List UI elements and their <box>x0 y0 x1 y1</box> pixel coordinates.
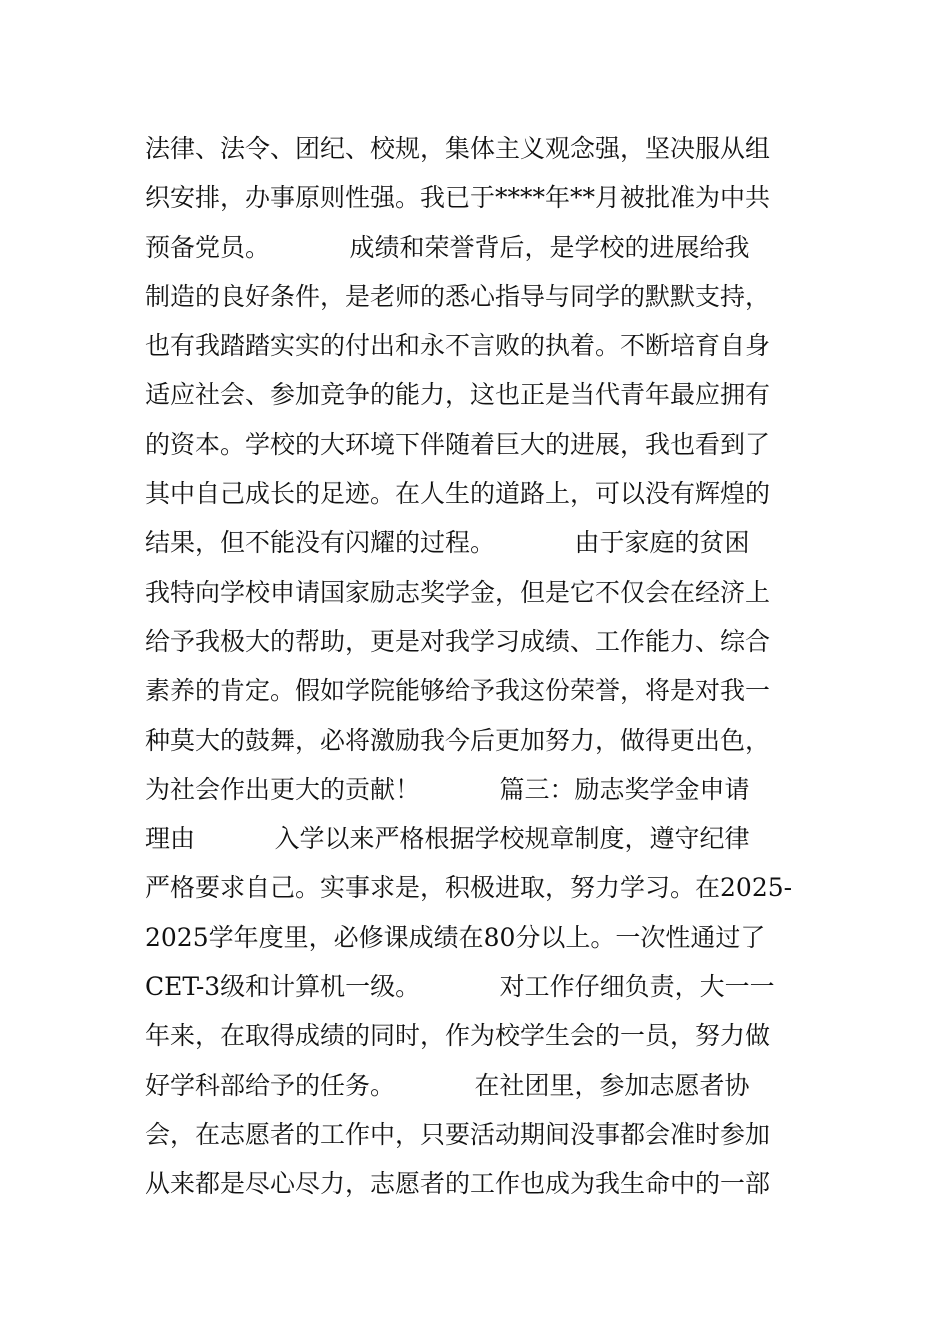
text-line: 的资本。学校的大环境下伴随着巨大的进展，我也看到了 <box>145 429 771 459</box>
text-line: 理由 入学以来严格根据学校规章制度，遵守纪律 <box>145 824 750 854</box>
text-line: 我特向学校申请国家励志奖学金，但是它不仅会在经济上 <box>145 577 771 607</box>
text-line: 种莫大的鼓舞，必将激励我今后更加努力，做得更出色， <box>145 725 771 755</box>
text-line: 适应社会、参加竞争的能力，这也正是当代青年最应拥有 <box>145 380 771 410</box>
text-line: 为社会作出更大的贡献！ 篇三：励志奖学金申请 <box>145 774 750 804</box>
text-line: 织安排，办事原则性强。我已于****年**月被批准为中共 <box>145 183 771 213</box>
text-line: 结果，但不能没有闪耀的过程。 由于家庭的贫困 <box>145 528 750 558</box>
text-line: 法律、法令、团纪、校规，集体主义观念强，坚决服从组 <box>145 134 771 163</box>
text-line: 2025学年度里，必修课成绩在80分以上。一次性通过了 <box>145 922 766 952</box>
text-line: 预备党员。 成绩和荣誉背后，是学校的进展给我 <box>145 232 750 262</box>
text-line: 素养的肯定。假如学院能够给予我这份荣誉，将是对我一 <box>145 676 771 706</box>
text-line: CET-3级和计算机一级。 对工作仔细负责，大一一 <box>145 972 775 1002</box>
text-line: 给予我极大的帮助，更是对我学习成绩、工作能力、综合 <box>145 626 771 656</box>
text-line: 从来都是尽心尽力，志愿者的工作也成为我生命中的一部 <box>145 1169 771 1199</box>
text-line: 其中自己成长的足迹。在人生的道路上，可以没有辉煌的 <box>145 479 771 509</box>
text-line: 也有我踏踏实实的付出和永不言败的执着。不断培育自身 <box>145 331 771 361</box>
text-line: 制造的良好条件，是老师的悉心指导与同学的默默支持， <box>145 281 771 311</box>
text-line: 好学科部给予的任务。 在社团里，参加志愿者协 <box>145 1070 750 1100</box>
text-line: 严格要求自己。实事求是，积极进取，努力学习。在2025- <box>145 873 793 903</box>
text-line: 年来，在取得成绩的同时，作为校学生会的一员，努力做 <box>145 1021 771 1051</box>
text-line: 会，在志愿者的工作中，只要活动期间没事都会准时参加 <box>145 1119 771 1149</box>
body-text <box>145 124 815 1209</box>
